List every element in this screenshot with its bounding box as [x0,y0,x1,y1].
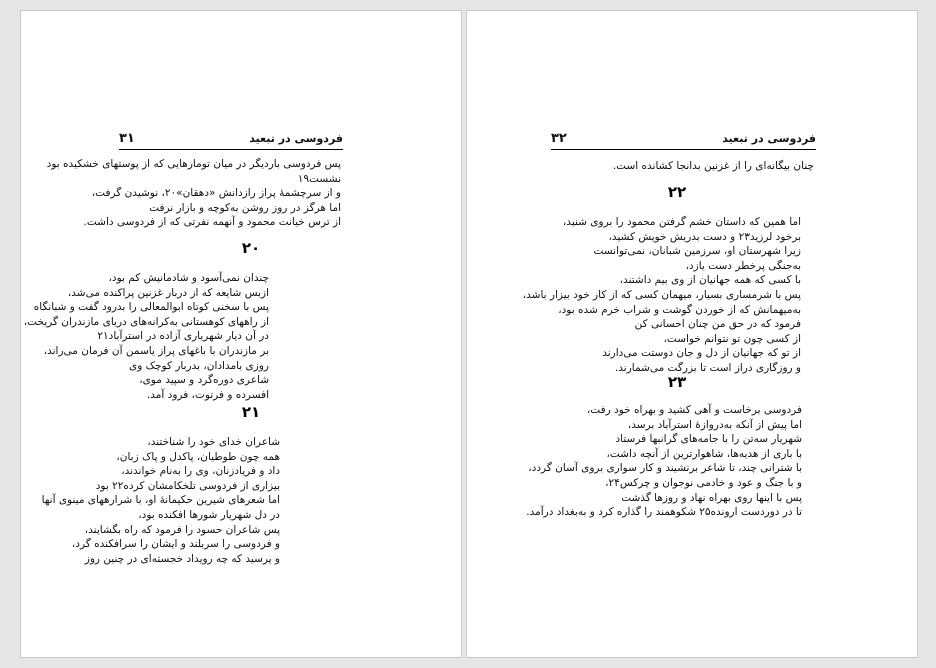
text-line: اما شعرهای شیرین حکیمانهٔ او، با شرارههای مینوی آنها [41,494,280,507]
section-heading-20: ۲۰ [241,239,261,257]
text-line: داد و فریادزنان، وی را به‌نام خواندند، [121,465,280,478]
text-line: شاعران خدای خود را شناختند، [147,436,280,448]
text-line: روزی بامدادان، بدربار کوچک وی [129,359,269,372]
text-line: و پرسید که چه رویداد خجسته‌ای در چنین روز [84,552,280,565]
text-line: پس با شرمساری بسیار، میهمان کسی که از کار خود بیزار باشد، [522,288,801,301]
text-line: افسرده و فرتوت، فرود آمد. [146,388,269,401]
text-line: شاعری دوره‌گرد و سپید موی، [139,374,269,387]
running-title: فردوسی در تبعید [249,132,343,145]
section-23-text [526,403,802,520]
text-line: از تو که جهانیان از دل و جان دوستت می‌دارند [602,347,801,360]
text-line: با شترانی چند، تا شاعر برنشیند و کار سواری بروی آسان گردد، [528,462,802,475]
text-line: فرمود که در حق من چنان احسانی کن [634,318,801,331]
text-line: به‌جنگی پرخطر دست یازد، [685,259,801,272]
text-line: با کسی که همه جهانیان از وی بیم داشتند، [619,274,801,287]
text-line: با باری از هدیه‌ها، شاهوارترین از آنچه داشت، [606,447,802,460]
section-heading-22: ۲۲ [667,183,687,201]
text-line: زیرا شهرستان او، سرزمین شبانان، نمی‌توانست [593,245,801,258]
text-line: از راههای کوهستانی به‌کرانه‌های دریای مازندران گریخت، [23,315,269,328]
text-line: و روزگاری دراز است تا بزرگت می‌شمارند. [614,361,801,374]
section-20-text [24,271,269,402]
text-line: از ترس خیانت محمود و آنهمه نفرتی که از فردوسی داشت. [83,216,341,229]
section-21-text [42,435,280,566]
text-line: اما پیش از آنکه به‌دروازهٔ استرآباد برسد، [627,418,802,431]
text-line: شهریار سه‌تن را با جامه‌های گرانبها فرستاد [615,433,802,446]
text-line: فردوسی برخاست و آهی کشید و بهراه خود رفت، [586,404,802,416]
section-22-text [523,215,801,376]
right-intro-text [613,159,814,174]
text-line: همه چون طوطیان، پاکدل و پاک زبان، [116,450,280,463]
text-line: پس فردوسی باردیگر در میان تومارهایی که از پوستهای خشکیده بود [46,158,341,170]
text-line: و از سرچشمهٔ پراز رازدانش «دهقان»۲۰، نوشیدن گرفت، [91,187,341,200]
text-line: بر مازندران با باغهای پراز یاسمن آن فرمان می‌راند، [43,344,269,357]
text-line: ازبس شایعه که از دربار غزنین پراکنده می‌شد، [67,286,269,299]
section-heading-21: ۲۱ [241,403,261,421]
text-line: چنان بیگانه‌ای را از غزنین بدانجا کشانده است. [612,160,814,172]
text-line: به‌میهمانش که از خوردن گوشت و شراب خرم شده بود، [558,303,801,316]
text-line: پس با اینها روی بهراه نهاد و روزها گذشت [621,491,802,504]
left-page [20,10,462,658]
page-number: ۳۱ [119,131,135,146]
text-line: اما همین که داستان خشم گرفتن محمود را بروی شنید، [562,216,801,228]
text-line: بیزاری از فردوسی تلخکامشان کرده۲۲ بود [95,479,280,492]
text-line: تا در دوردست ارونده۲۵ شکوهمند را گذاره کرد و به‌بغداد درآمد. [526,506,802,519]
right-page-header [551,131,816,150]
section-heading-23: ۲۳ [667,373,687,391]
right-page [466,10,918,658]
text-line: چندان نمی‌آسود و شادمانیش کم بود، [108,272,269,284]
text-line: و با جنگ و عود و خادمی نوجوان و چرکس۲۴، [605,476,802,489]
text-line: اما هرگز در روز روشن به‌کوچه و بازار نرفت [149,201,341,214]
text-line: برخود لرزید۲۳ و دست بدریش خویش کشید، [608,230,801,243]
left-page-header [119,131,343,150]
running-title: فردوسی در تبعید [722,132,816,145]
text-line: پس شاعران حسود را فرمود که راه بگشایند، [84,523,280,536]
text-line: در دل شهریار شورها افکنده بود، [138,508,280,521]
text-line: در آن دیار شهریاری آزاده در استرآباد۲۱ [97,330,269,343]
text-line: نشست۱۹ [297,172,341,185]
text-line: از کسی چون تو نتوانم خواست، [663,332,801,345]
text-line: پس با سخنی کوتاه ابوالمعالی را بدرود گفت و شبانگاه [33,301,269,314]
text-line: و فردوسی را سربلند و ایشان را سرافکنده گرد، [71,538,280,551]
left-intro-text [47,157,341,230]
page-number: ۳۲ [551,131,567,146]
